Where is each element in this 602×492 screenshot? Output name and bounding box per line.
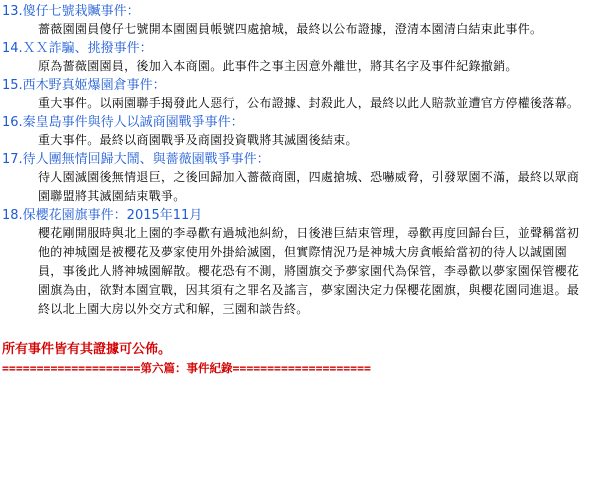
event-15 xyxy=(2,77,600,113)
section-divider xyxy=(2,359,600,377)
divider-title: 第六篇：事件紀錄 xyxy=(140,361,233,375)
event-title: 13.傻仔七號栽贓事件： xyxy=(2,4,140,19)
event-body: 薔薇園園員傻仔七號開本園園員帳號四處搶城，最終以公布證據，澄清本園清白結束此事件。 xyxy=(38,22,543,36)
event-body: 重大事件。以兩園聯手揭發此人惡行，公布證據、封殺此人，最終以此人賠款並遭官方停權後落幕。 xyxy=(38,96,580,110)
event-17 xyxy=(2,151,600,206)
event-13 xyxy=(2,3,600,39)
event-14 xyxy=(2,40,600,76)
event-18 xyxy=(2,207,600,319)
event-title: 16.秦皇島事件與待人以誠商園戰爭事件： xyxy=(2,115,244,130)
event-log-document xyxy=(2,3,600,377)
event-16 xyxy=(2,114,600,150)
event-body: 櫻花剛開服時與北上園的李尋歡有過城池糾紛，日後港巨結束管理，尋歡再度回歸台巨，並聲稱當初他的神城園是被櫻花及夢家使用外掛給滅園，但實際情況乃是神城大房貪帳給當初的待人以誠園園員，事後此人將神城園解散。櫻花恐有不測，將園旗交予夢家園代為保管，李尋歡以夢家園保管櫻花園旗為由，欲對本園宣戰，因其須有之罪名及謠言，夢家園決定力保櫻花園旗，與櫻花園同進退。最終以北上園大房以外交方式和解，三園和談告終。 xyxy=(38,226,580,316)
divider-left: ==================== xyxy=(2,361,141,375)
event-title: 17.待人團無情回歸大鬧、與薔薇園戰爭事件： xyxy=(2,152,270,167)
event-title: 14.ＸＸ詐騙、挑撥事件： xyxy=(2,41,153,56)
event-body: 原為薔薇園園員，後加入本商園。此事件之事主因意外離世，將其名字及事件紀錄撤銷。 xyxy=(38,59,518,73)
event-body: 待人園滅園後無情退巨，之後回歸加入薔薇商園，四處搶城、恐嚇威脅，引發眾園不滿，最終以眾商園聯盟將其滅園結束戰爭。 xyxy=(38,170,580,203)
event-body: 重大事件。最終以商園戰爭及商園投資戰將其滅園後結束。 xyxy=(38,133,358,147)
evidence-note: 所有事件皆有其證據可公佈。 xyxy=(2,342,172,357)
event-title: 18.保櫻花園旗事件：2015年11月 xyxy=(2,208,203,223)
event-title: 15.西木野真姬爆園倉事件： xyxy=(2,78,166,93)
divider-right: ==================== xyxy=(232,361,371,375)
